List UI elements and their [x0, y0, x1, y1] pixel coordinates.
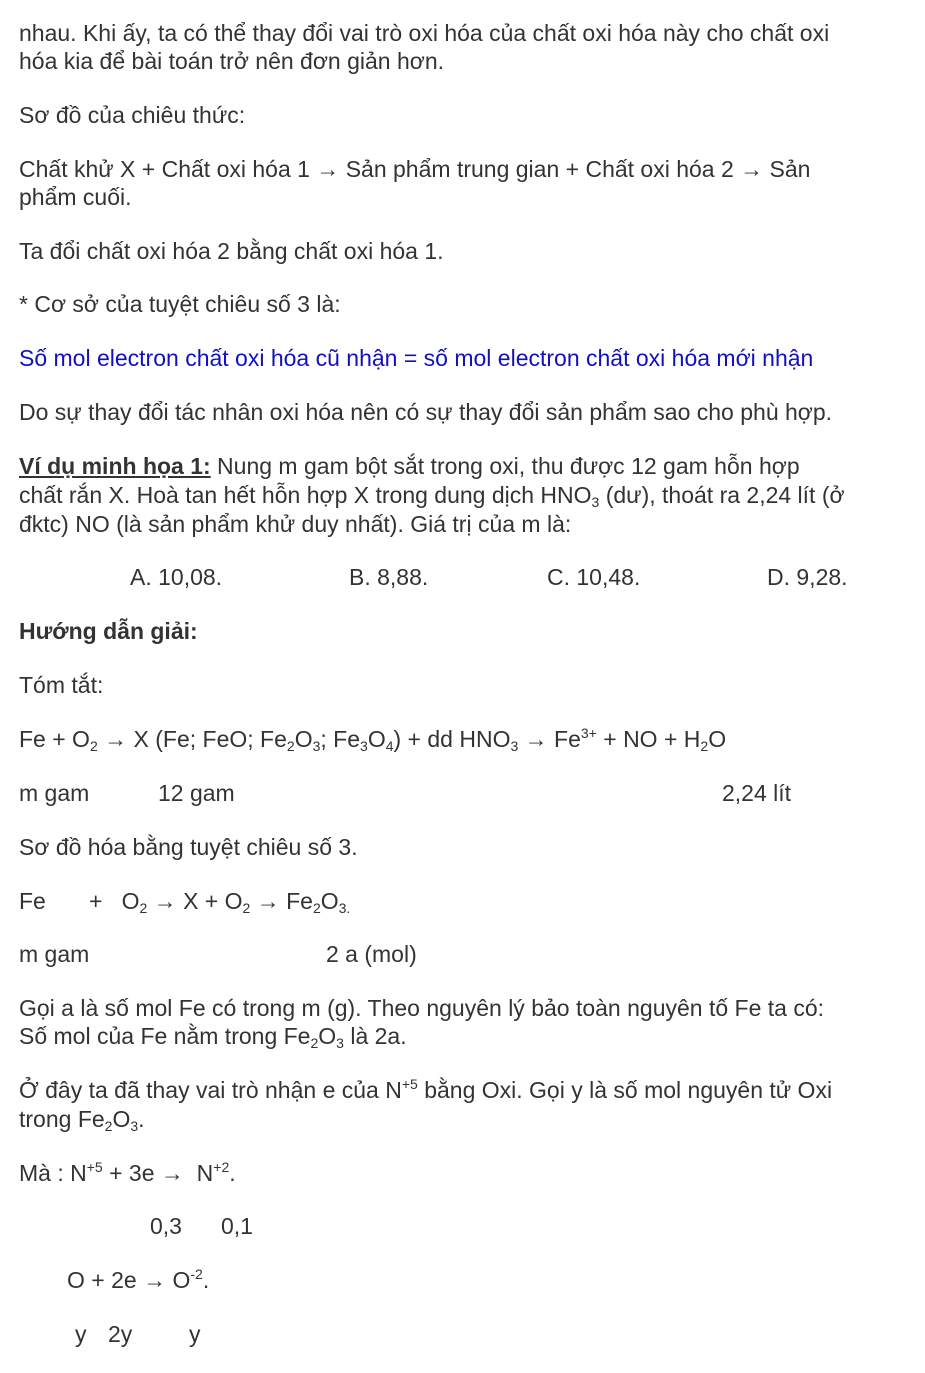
option-c: C. 10,48. — [547, 564, 641, 590]
option-d: D. 9,28. — [767, 564, 848, 590]
option-a: A. 10,08. — [130, 564, 223, 590]
swap-text: Ta đổi chất oxi hóa 2 bằng chất oxi hóa 1. — [19, 238, 444, 264]
eq2-qty-2a: 2 a (mol) — [326, 941, 417, 967]
para-b-line-2: trong $Fe_2O_3$. — [19, 1106, 145, 1134]
equation-1: $Fe + O_2 \to X$ (Fe; FeO; $Fe_2O_3$; $Fe_3O_4$) + dd $HNO_3 \to Fe^{3+}$ + NO + $H_2O$ — [19, 725, 727, 754]
summary-title: Tóm tắt: — [19, 672, 104, 698]
intro-line-1: nhau. Khi ấy, ta có thể thay đổi vai trò oxi hóa của chất oxi hóa này cho chất oxi — [19, 20, 830, 46]
qty-12-gam: 12 gam — [158, 780, 235, 806]
para-a-line-2: Số mol của Fe nằm trong $Fe_2O_3$ là 2a. — [19, 1023, 407, 1051]
solution-title: Hướng dẫn giải: — [19, 618, 198, 644]
basis-rule: Số mol electron chất oxi hóa cũ nhận = số mol electron chất oxi hóa mới nhận — [19, 345, 814, 371]
example-line-1: Ví dụ minh họa 1: Nung m gam bột sắt trong oxi, thu được 12 gam hỗn hợp — [19, 453, 800, 479]
half2-qty-2y: 2y — [108, 1321, 133, 1347]
para-a-line-1: Gọi a là số mol Fe có trong m (g). Theo nguyên lý bảo toàn nguyên tố Fe ta có: — [19, 995, 825, 1021]
half2-qty-y: y — [75, 1321, 87, 1347]
half1-qty-0-1: 0,1 — [221, 1213, 253, 1239]
half1-qty-0-3: 0,3 — [150, 1213, 182, 1239]
basis-title: * Cơ sở của tuyệt chiêu số 3 là: — [19, 291, 341, 317]
para-b-line-1: Ở đây ta đã thay vai trò nhận e của $N^{+5}$ bằng Oxi. Gọi y là số mol nguyên tử Oxi — [19, 1076, 833, 1103]
scheme-line-2: phẩm cuối. — [19, 184, 132, 210]
qty-2-24-lit: 2,24 lít — [722, 780, 792, 806]
scheme-line-1: Chất khử X + Chất oxi hóa 1 → Sản phẩm trung gian + Chất oxi hóa 2 → Sản — [19, 156, 811, 182]
scheme2-title: Sơ đồ hóa bằng tuyệt chiêu số 3. — [19, 834, 358, 860]
intro-line-2: hóa kia để bài toán trở nên đơn giản hơn. — [19, 48, 445, 74]
scheme-title: Sơ đồ của chiêu thức: — [19, 102, 246, 128]
example-line-3: đktc) NO (là sản phẩm khử duy nhất). Giá trị của m là: — [19, 511, 572, 537]
half-reaction-o: $O + 2e \to O^{-2}$. — [67, 1266, 210, 1293]
change-text: Do sự thay đổi tác nhân oxi hóa nên có sự thay đổi sản phẩm sao cho phù hợp. — [19, 399, 833, 425]
equation-2: + $O_2 \to X + O_2 \to Fe_2O_{3.}$ — [89, 888, 351, 916]
eq2-qty-m: m gam — [19, 941, 90, 967]
half-reaction-n: Mà : $N^{+5} + 3e \to N^{+2}$. — [19, 1159, 236, 1186]
example-line-2: chất rắn X. Hoà tan hết hỗn hợp X trong dung dịch $HNO_3$ (dư), thoát ra 2,24 lít (ở — [19, 482, 845, 510]
option-b: B. 8,88. — [349, 564, 429, 590]
example-label: Ví dụ minh họa 1: — [19, 453, 211, 479]
eq2-fe: Fe — [19, 888, 46, 914]
half2-qty-y2: y — [189, 1321, 201, 1347]
qty-m-gam: m gam — [19, 780, 90, 806]
